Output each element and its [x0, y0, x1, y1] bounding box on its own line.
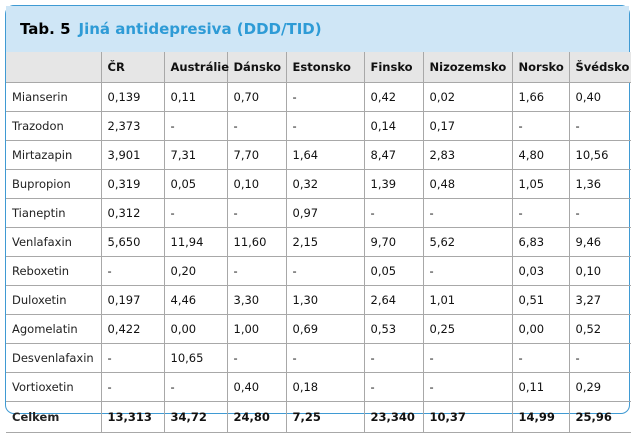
table-number: Tab. 5 [20, 20, 71, 38]
table-cell: 5,62 [423, 228, 512, 257]
table-cell: 0,48 [423, 170, 512, 199]
table-cell: 0,03 [512, 257, 569, 286]
table-cell: 0,11 [512, 373, 569, 402]
column-header: ČR [101, 52, 164, 83]
column-header: Austrálie [164, 52, 227, 83]
row-label: Venlafaxin [6, 228, 101, 257]
table-cell: 2,15 [286, 228, 364, 257]
total-cell: 10,37 [423, 402, 512, 433]
table-cell: 0,40 [569, 83, 631, 112]
table-row [6, 257, 631, 286]
table-cell: 11,60 [227, 228, 286, 257]
table-row [6, 373, 631, 402]
column-header [6, 52, 101, 83]
table-cell: 1,01 [423, 286, 512, 315]
table-cell: - [512, 112, 569, 141]
table-cell: - [286, 112, 364, 141]
table-cell: 0,97 [286, 199, 364, 228]
table-cell: 7,31 [164, 141, 227, 170]
row-label: Mirtazapin [6, 141, 101, 170]
table-cell: 2,64 [364, 286, 423, 315]
row-label: Desvenlafaxin [6, 344, 101, 373]
table-row [6, 83, 631, 112]
total-row [6, 402, 631, 433]
row-label: Agomelatin [6, 315, 101, 344]
table-frame [5, 5, 630, 424]
table-row [6, 286, 631, 315]
table-cell: - [423, 257, 512, 286]
table-cell: - [101, 257, 164, 286]
table-cell: 3,901 [101, 141, 164, 170]
table-cell: 0,00 [512, 315, 569, 344]
column-header: Nizozemsko [423, 52, 512, 83]
table-cell: 6,83 [512, 228, 569, 257]
total-cell: 7,25 [286, 402, 364, 433]
total-cell: 14,99 [512, 402, 569, 433]
table-cell: 1,36 [569, 170, 631, 199]
table-cell: 8,47 [364, 141, 423, 170]
table-cell: 0,10 [569, 257, 631, 286]
table-cell: - [423, 344, 512, 373]
table-cell: 0,319 [101, 170, 164, 199]
table-cell: - [164, 199, 227, 228]
table-cell: 0,70 [227, 83, 286, 112]
table-cell: - [364, 199, 423, 228]
table-cell: - [512, 344, 569, 373]
table-cell: 0,02 [423, 83, 512, 112]
table-cell: - [286, 257, 364, 286]
table-cell: 0,139 [101, 83, 164, 112]
table-cell: 0,10 [227, 170, 286, 199]
table-cell: 0,29 [569, 373, 631, 402]
table-cell: 2,373 [101, 112, 164, 141]
table-cell: 0,05 [164, 170, 227, 199]
row-label: Bupropion [6, 170, 101, 199]
column-header: Norsko [512, 52, 569, 83]
table-cell: - [423, 199, 512, 228]
table-cell: 10,65 [164, 344, 227, 373]
table-cell: 4,46 [164, 286, 227, 315]
table-cell: 0,51 [512, 286, 569, 315]
table-cell: 0,20 [164, 257, 227, 286]
row-label: Trazodon [6, 112, 101, 141]
table-cell: 10,56 [569, 141, 631, 170]
table-cell: 0,18 [286, 373, 364, 402]
table-cell: - [227, 199, 286, 228]
table-cell: - [101, 344, 164, 373]
table-row [6, 141, 631, 170]
data-table [6, 52, 631, 433]
table-cell: 11,94 [164, 228, 227, 257]
table-cell: 0,25 [423, 315, 512, 344]
table-cell: - [512, 199, 569, 228]
table-cell: 7,70 [227, 141, 286, 170]
table-cell: 0,197 [101, 286, 164, 315]
header-row [6, 52, 631, 83]
table-cell: 0,312 [101, 199, 164, 228]
table-cell: 0,42 [364, 83, 423, 112]
total-cell: 24,80 [227, 402, 286, 433]
table-cell: 0,69 [286, 315, 364, 344]
table-cell: 0,52 [569, 315, 631, 344]
table-cell: 4,80 [512, 141, 569, 170]
row-label: Mianserin [6, 83, 101, 112]
table-cell: - [423, 373, 512, 402]
table-cell: 0,00 [164, 315, 227, 344]
total-label: Celkem [6, 402, 101, 433]
table-cell: 0,05 [364, 257, 423, 286]
table-cell: 1,39 [364, 170, 423, 199]
table-cell: - [364, 373, 423, 402]
table-cell: - [286, 344, 364, 373]
table-cell: 5,650 [101, 228, 164, 257]
table-cell: 0,40 [227, 373, 286, 402]
table-cell: 1,66 [512, 83, 569, 112]
table-cell: - [227, 344, 286, 373]
table-cell: 3,27 [569, 286, 631, 315]
table-cell: - [569, 344, 631, 373]
table-cell: - [227, 257, 286, 286]
table-cell: 3,30 [227, 286, 286, 315]
table-cell: - [227, 112, 286, 141]
column-header: Dánsko [227, 52, 286, 83]
table-cell: 9,46 [569, 228, 631, 257]
table-row [6, 344, 631, 373]
total-cell: 13,313 [101, 402, 164, 433]
table-cell: 0,11 [164, 83, 227, 112]
table-row [6, 112, 631, 141]
table-cell: - [101, 373, 164, 402]
table-cell: 1,00 [227, 315, 286, 344]
table-row [6, 228, 631, 257]
table-row [6, 170, 631, 199]
column-header: Švédsko [569, 52, 631, 83]
table-cell: - [569, 199, 631, 228]
table-cell: - [286, 83, 364, 112]
table-cell: 2,83 [423, 141, 512, 170]
table-cell: 1,64 [286, 141, 364, 170]
table-row [6, 199, 631, 228]
table-cell: 0,32 [286, 170, 364, 199]
table-row [6, 315, 631, 344]
table-cell: 1,05 [512, 170, 569, 199]
total-cell: 25,96 [569, 402, 631, 433]
table-cell: - [364, 344, 423, 373]
row-label: Tianeptin [6, 199, 101, 228]
column-header: Estonsko [286, 52, 364, 83]
row-label: Duloxetin [6, 286, 101, 315]
column-header: Finsko [364, 52, 423, 83]
table-caption [6, 6, 629, 52]
row-label: Reboxetin [6, 257, 101, 286]
table-cell: 1,30 [286, 286, 364, 315]
table-cell: 0,17 [423, 112, 512, 141]
table-cell: 0,14 [364, 112, 423, 141]
total-cell: 34,72 [164, 402, 227, 433]
table-cell: 0,53 [364, 315, 423, 344]
table-cell: 0,422 [101, 315, 164, 344]
table-title: Jiná antidepresiva (DDD/TID) [78, 20, 322, 38]
table-cell: 9,70 [364, 228, 423, 257]
row-label: Vortioxetin [6, 373, 101, 402]
table-cell: - [164, 373, 227, 402]
total-cell: 23,340 [364, 402, 423, 433]
table-cell: - [164, 112, 227, 141]
table-cell: - [569, 112, 631, 141]
